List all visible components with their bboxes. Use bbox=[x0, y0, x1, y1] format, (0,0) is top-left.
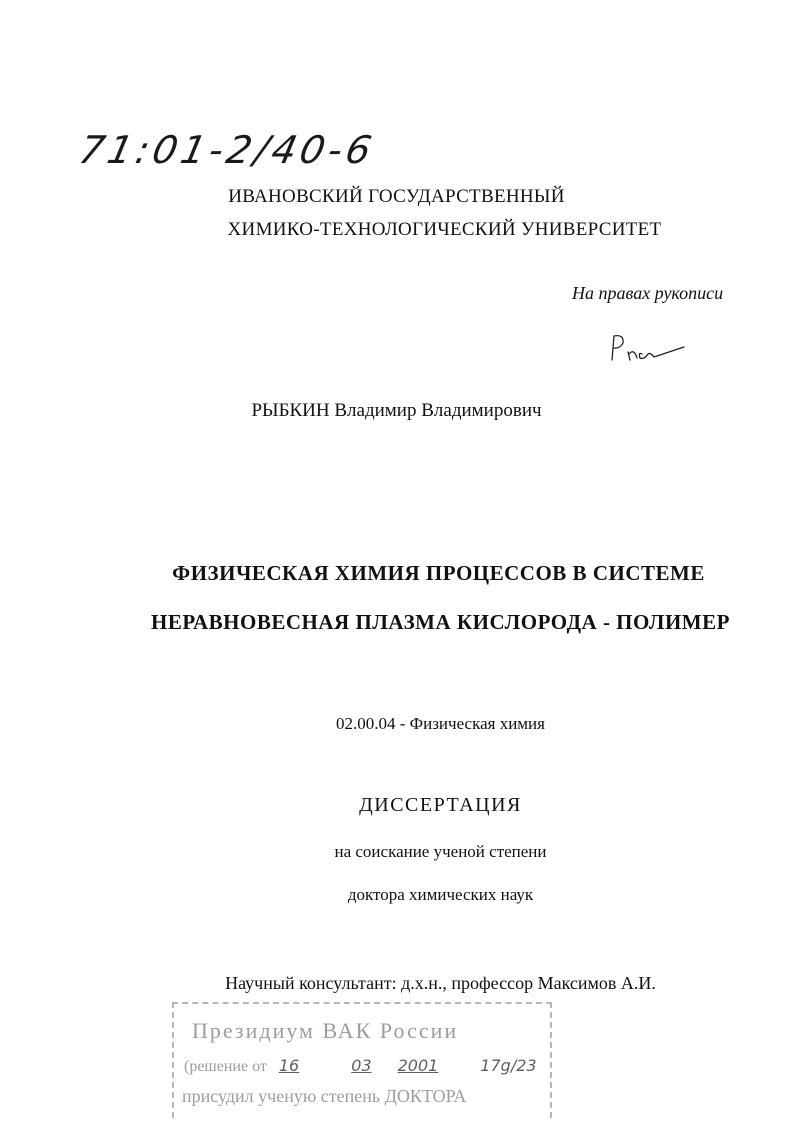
author-name: РЫБКИН Владимир Владимирович bbox=[251, 400, 542, 421]
degree-line-1: на соискание ученой степени bbox=[334, 842, 547, 861]
archive-code: 71:01-2/40-6 bbox=[75, 128, 380, 172]
signature-mark bbox=[608, 330, 688, 370]
title-line-2: НЕРАВНОВЕСНАЯ ПЛАЗМА КИСЛОРОДА - ПОЛИМЕР bbox=[151, 610, 730, 634]
scientific-consultant: Научный консультант: д.х.н., профессор Максимов А.И. bbox=[225, 973, 656, 993]
degree-line-2: доктора химических наук bbox=[347, 885, 534, 904]
manuscript-note: На правах рукописи bbox=[572, 283, 724, 303]
specialty: 02.00.04 - Физическая химия bbox=[336, 714, 545, 733]
stamp-line-2 bbox=[184, 1056, 537, 1076]
stamp-decision-prefix: (решение от bbox=[184, 1058, 267, 1075]
stamp-line-3: присудил ученую степень ДОКТОРА bbox=[182, 1086, 467, 1106]
vak-stamp bbox=[172, 1002, 552, 1122]
document-type: ДИССЕРТАЦИЯ bbox=[359, 794, 522, 816]
stamp-month: 03 bbox=[351, 1056, 372, 1075]
title-line-1: ФИЗИЧЕСКАЯ ХИМИЯ ПРОЦЕССОВ В СИСТЕМЕ bbox=[172, 561, 705, 585]
stamp-number: 17g/23 bbox=[480, 1056, 537, 1075]
author-signature bbox=[608, 330, 688, 370]
stamp-day: 16 bbox=[278, 1056, 300, 1075]
stamp-year: 2001 bbox=[397, 1056, 439, 1075]
university-line-1: ИВАНОВСКИЙ ГОСУДАРСТВЕННЫЙ bbox=[228, 186, 565, 207]
university-line-2: ХИМИКО-ТЕХНОЛОГИЧЕСКИЙ УНИВЕРСИТЕТ bbox=[227, 219, 662, 240]
stamp-line-1: Президиум ВАК России bbox=[192, 1018, 459, 1043]
